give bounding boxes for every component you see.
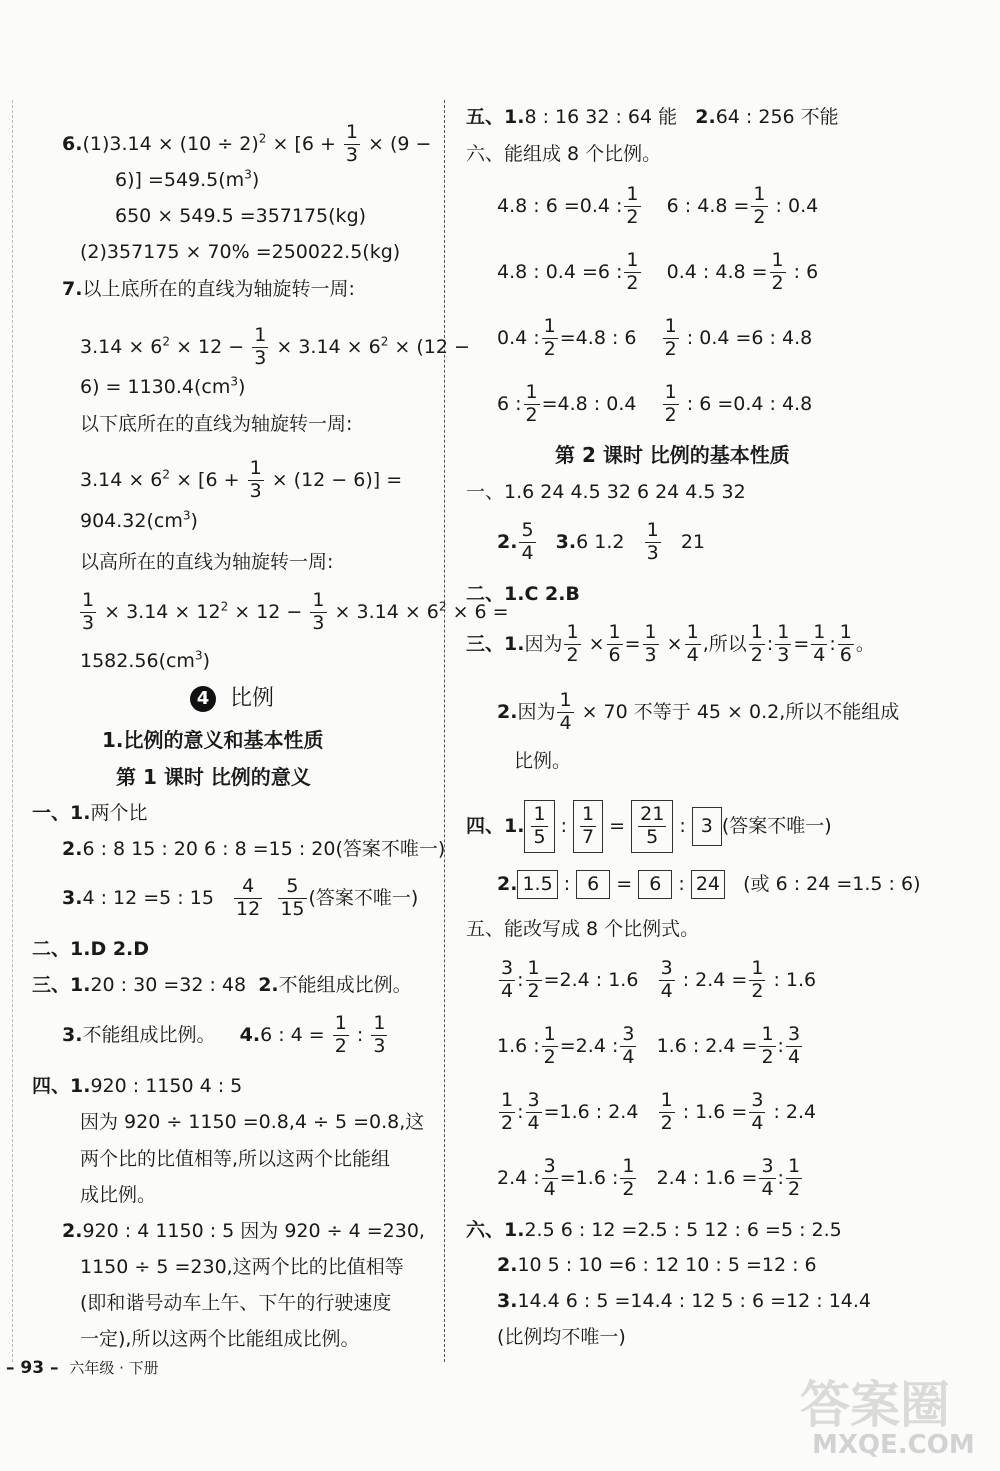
r2-part4-1: 四、1. $\frac{1}{5}$ : $\frac{1}{7}$ = $\frac{21}{5}$ : 3 (答案不唯一) [466, 800, 832, 853]
q7-line8: $\frac{1}{3}$ × $3.14 \times 12^2 \times 12$ − $\frac{1}{3}$ × $3.14 \times 6^2 \times 6$ = [82, 589, 509, 634]
unit-number-badge: 4 [190, 686, 216, 712]
l1-part4-line2: 因为 920 ÷ 1150 =0.8,4 ÷ 5 =0.8,这 [80, 1111, 425, 1133]
r2-part2: 二、1.C 2.B [466, 583, 580, 605]
page-number: – 93 – [6, 1358, 59, 1378]
lesson2-title: 第 2 课时 比例的基本性质 [555, 443, 790, 467]
l1-q2: 2.6 : 8 15 : 20 6 : 8 =15 : 20(答案不唯一) [62, 838, 446, 860]
l1-part2: 二、1.D 2.D [32, 938, 150, 960]
r2-part5-row2: 1.6 : $\frac{1}{2}$ =2.4 : $\frac{3}{4}$ 1.6 : 2.4 = $\frac{1}{2}$ : $\frac{3}{4}$ [497, 1023, 801, 1068]
r2-part5-title: 五、能改写成 8 个比例式。 [466, 918, 700, 940]
r2-part6-2: 2.10 5 : 10 =6 : 12 10 : 5 =12 : 6 [497, 1254, 817, 1276]
l1-part3b: 3.不能组成比例。 4.6 : 4 = $\frac{1}{2}$ : $\frac{1}{3}$ [62, 1012, 386, 1057]
r-prop-row2: 4.8 : 0.4 =6 : $\frac{1}{2}$ 0.4 : 4.8 = $\frac{1}{2}$ : 6 [497, 249, 819, 294]
q7-line4: 以下底所在的直线为轴旋转一周: [80, 413, 353, 435]
q6-line4: (2)357175 × 70% =250022.5(kg) [80, 241, 401, 263]
q7-line3: $6) = 1130.4(cm^3)$ [80, 374, 246, 398]
l1-part3: 三、1.20 : 30 =32 : 48 2.不能组成比例。 [32, 974, 412, 996]
l1-part4-1: 四、1.920 : 1150 4 : 5 [32, 1075, 243, 1097]
r2-part3-1: 三、1.因为 $\frac{1}{2}$ × $\frac{1}{6}$ = $\frac{1}{3}$ × $\frac{1}{4}$ ,所以 $\frac{1}{2}$ : $\frac{1}{3}$ = $\frac{1}{4}$ : $\frac{1}{6}$ 。 [466, 621, 875, 666]
l1-part4-line4: 成比例。 [80, 1184, 157, 1206]
r2-part3-2-line2: 比例。 [514, 750, 572, 772]
watermark-url: MXQE.COM [812, 1430, 975, 1460]
r2-part6-note: (比例均不唯一) [497, 1326, 626, 1348]
q7-line7: 以高所在的直线为轴旋转一周: [80, 551, 334, 573]
r2-q1: 一、1.6 24 4.5 32 6 24 4.5 32 [466, 481, 746, 503]
r2-part5-row1: $\frac{3}{4}$ : $\frac{1}{2}$ =2.4 : 1.6 $\frac{3}{4}$ : 2.4 = $\frac{1}{2}$ : 1.6 [501, 957, 817, 1002]
l1-part4-2-line4: 一定),所以这两个比能组成比例。 [80, 1328, 360, 1350]
q7-line6: $904.32(cm^3)$ [80, 508, 198, 532]
lesson1-title: 第 1 课时 比例的意义 [116, 765, 311, 789]
column-divider [444, 100, 445, 1362]
r2-part5-row4: 2.4 : $\frac{3}{4}$ =1.6 : $\frac{1}{2}$ 2.4 : 1.6 = $\frac{3}{4}$ : $\frac{1}{2}$ [497, 1155, 801, 1200]
l1-part4-2-line2: 1150 ÷ 5 =230,这两个比的比值相等 [80, 1256, 404, 1278]
l1-q1: 一、1.两个比 [32, 802, 148, 824]
r2-q1b: 2. $\frac{5}{4}$ 3.6 1.2 $\frac{1}{3}$ 21 [497, 519, 706, 564]
r2-part6-3: 3.14.4 6 : 5 =14.4 : 12 5 : 6 =12 : 14.4 [497, 1290, 871, 1312]
q7-line5: $3.14 \times 6^2 \times [6$ + $\frac{1}{3}$ × (12 − 6)] = [80, 457, 403, 502]
r2-part4-2: 2. 1.5 : 6 = 6 : 24 (或 6 : 24 =1.5 : 6) [497, 870, 921, 899]
left-margin-line [12, 100, 13, 1362]
q7-line9: $1582.56(cm^3)$ [80, 648, 210, 672]
r-prop-row3: 0.4 : $\frac{1}{2}$ =4.8 : 6 $\frac{1}{2}$ : 0.4 =6 : 4.8 [497, 315, 813, 360]
watermark-logo: 答案圈 [800, 1376, 950, 1434]
r-prop-row1: 4.8 : 6 =0.4 : $\frac{1}{2}$ 6 : 4.8 = $\frac{1}{2}$ : 0.4 [497, 183, 819, 228]
section-title: 1.比例的意义和基本性质 [102, 728, 324, 752]
fraction: $\frac{1}{3}$ [345, 121, 359, 166]
r2-part3-2: 2.因为 $\frac{1}{4}$ × 70 不等于 45 × 0.2,所以不能组成 [497, 689, 900, 734]
q7-line1: 7.以上底所在的直线为轴旋转一周: [62, 278, 355, 300]
q6-line1: $6.(1)3.14 \times (10 \div 2)^2 \times [6$ + $\frac{1}{3}$ × (9 − [62, 121, 432, 166]
l1-part4-2: 2.920 : 4 1150 : 5 因为 920 ÷ 4 =230, [62, 1220, 425, 1242]
r-five: 五、1.8 : 16 32 : 64 能 2.64 : 256 不能 [466, 106, 839, 128]
l1-part4-line3: 两个比的比值相等,所以这两个比能组 [80, 1148, 391, 1170]
r2-part5-row3: $\frac{1}{2}$ : $\frac{3}{4}$ =1.6 : 2.4 $\frac{1}{2}$ : 1.6 = $\frac{3}{4}$ : 2.4 [501, 1089, 817, 1134]
q6-line2: $6)] =549.5(m^3)$ [115, 167, 260, 191]
q6-line3: 650 × 549.5 =357175(kg) [115, 205, 367, 227]
unit-heading: 4 比例 [190, 686, 274, 712]
page-footer [6, 1360, 159, 1377]
grade-label: 六年级 · 下册 [69, 1359, 159, 1377]
l1-q3: 3.4 : 12 =5 : 15 $\frac{4}{12}$ $\frac{5}{15}$ (答案不唯一) [62, 875, 419, 920]
r-prop-row4: 6 : $\frac{1}{2}$ =4.8 : 0.4 $\frac{1}{2}$ : 6 =0.4 : 4.8 [497, 381, 813, 426]
r-six-title: 六、能组成 8 个比例。 [466, 143, 662, 165]
r2-part6-1: 六、1.2.5 6 : 12 =2.5 : 5 12 : 6 =5 : 2.5 [466, 1219, 842, 1241]
l1-part4-2-line3: (即和谐号动车上午、下午的行驶速度 [80, 1292, 392, 1314]
q7-line2: $3.14 \times 6^2 \times 12$ − $\frac{1}{3}$ × $3.14 \times 6^2 \times (12$ − [80, 324, 470, 369]
